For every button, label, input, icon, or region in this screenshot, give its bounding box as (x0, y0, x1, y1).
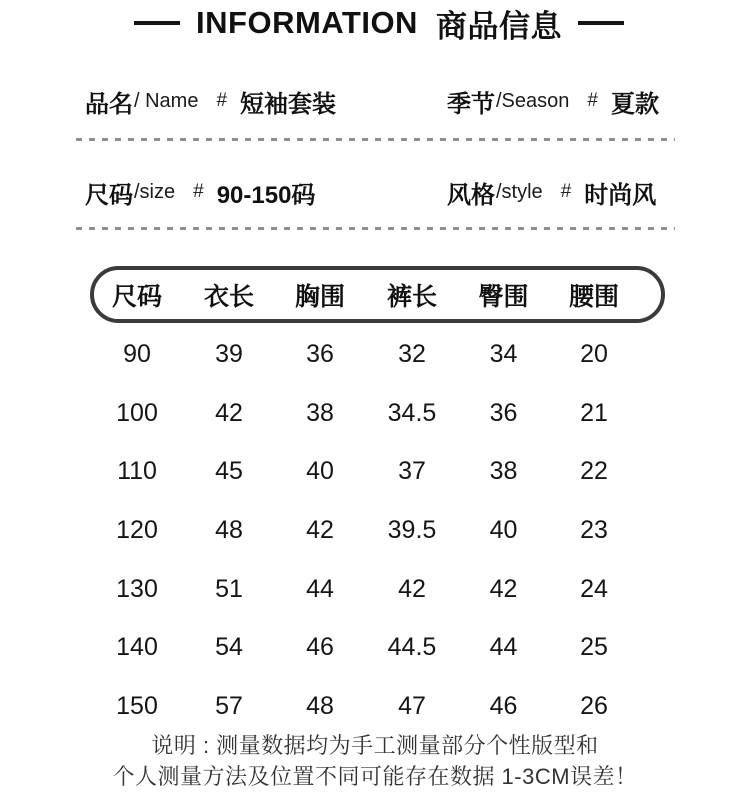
table-row (90, 560, 639, 619)
dashed-divider-1 (76, 138, 675, 141)
table-row (90, 501, 639, 560)
field-label-zh: 季节 (447, 90, 495, 118)
table-cell: 38 (489, 457, 518, 486)
hash-mark: # (587, 90, 598, 111)
table-cell: 40 (306, 457, 334, 486)
table-cell: 34 (489, 339, 518, 368)
field-label-en: / Name (134, 89, 199, 112)
field-label-zh: 尺码 (85, 181, 133, 209)
title-chinese: 商品信息 (435, 8, 562, 44)
field-product-name (85, 85, 336, 117)
table-cell: 42 (489, 574, 518, 603)
table-cell: 46 (306, 633, 334, 662)
table-cell: 48 (215, 515, 243, 544)
table-cell: 44 (306, 574, 334, 603)
table-cell: 140 (116, 633, 158, 662)
note-line-1: 说明 : 测量数据均为手工测量部分个性版型和 (151, 733, 599, 758)
page-title-text (196, 1, 562, 46)
header-cell-length: 衣长 (203, 282, 254, 311)
table-cell: 110 (117, 457, 157, 486)
field-size-range (85, 176, 315, 208)
table-row (90, 325, 639, 384)
header-cell-size: 尺码 (111, 282, 162, 311)
note-line-2: 个人测量方法及位置不同可能存在数据 1-3CM误差！ (112, 764, 638, 789)
header-cell-pants: 裤长 (386, 282, 437, 311)
table-row (90, 384, 639, 443)
table-cell: 34.5 (387, 398, 437, 427)
hash-mark: # (560, 181, 572, 202)
size-table-header (90, 266, 639, 323)
header-cell-hip: 臀围 (478, 282, 529, 311)
table-cell: 21 (580, 398, 608, 427)
table-cell: 45 (215, 457, 243, 486)
dashed-divider-2 (76, 227, 675, 230)
header-cell-chest: 胸围 (294, 282, 345, 311)
field-label-zh: 风格 (447, 181, 495, 209)
table-cell: 36 (489, 398, 518, 427)
field-value: 夏款 (610, 90, 659, 118)
table-cell: 120 (116, 515, 158, 544)
table-cell: 44 (489, 633, 518, 662)
field-label-en: /size (134, 180, 176, 203)
table-cell: 44.5 (387, 633, 437, 662)
table-cell: 39 (215, 339, 243, 368)
table-cell: 37 (398, 457, 426, 486)
table-cell: 38 (306, 398, 334, 427)
table-cell: 40 (489, 515, 518, 544)
table-cell: 25 (580, 633, 608, 662)
title-dash-left (134, 21, 180, 25)
table-cell: 47 (398, 691, 426, 720)
field-season (447, 85, 659, 117)
field-label-en: /Season (496, 89, 570, 112)
measurement-note (0, 730, 750, 792)
table-cell: 54 (215, 633, 243, 662)
field-style (447, 176, 656, 208)
table-cell: 22 (580, 457, 608, 486)
table-cell: 46 (489, 691, 518, 720)
field-value: 时尚风 (584, 181, 657, 209)
table-cell: 42 (306, 515, 334, 544)
table-cell: 39.5 (387, 515, 437, 544)
table-cell: 48 (306, 691, 334, 720)
table-row (90, 618, 639, 677)
table-cell: 130 (116, 574, 158, 603)
field-value: 90-150码 (216, 181, 316, 209)
table-cell: 26 (580, 691, 608, 720)
table-row (90, 442, 639, 501)
table-cell: 100 (116, 398, 158, 427)
hash-mark: # (193, 181, 204, 202)
table-cell: 20 (580, 339, 608, 368)
page-title (8, 3, 750, 43)
field-label-en: /style (496, 180, 543, 203)
table-cell: 23 (580, 515, 608, 544)
table-cell: 150 (116, 691, 158, 720)
table-cell: 36 (306, 339, 334, 368)
size-table-body (90, 325, 639, 736)
table-row (90, 677, 639, 736)
table-cell: 57 (215, 691, 243, 720)
field-label-zh: 品名 (85, 90, 133, 118)
table-cell: 51 (215, 574, 243, 603)
title-english: INFORMATION (196, 5, 418, 40)
title-dash-right (578, 21, 624, 25)
table-cell: 90 (123, 339, 151, 368)
field-value: 短袖套装 (240, 90, 337, 118)
table-cell: 24 (580, 574, 608, 603)
table-cell: 42 (398, 574, 426, 603)
table-cell: 42 (215, 398, 243, 427)
hash-mark: # (216, 90, 228, 111)
header-cell-waist: 腰围 (568, 282, 619, 311)
table-cell: 32 (398, 339, 426, 368)
